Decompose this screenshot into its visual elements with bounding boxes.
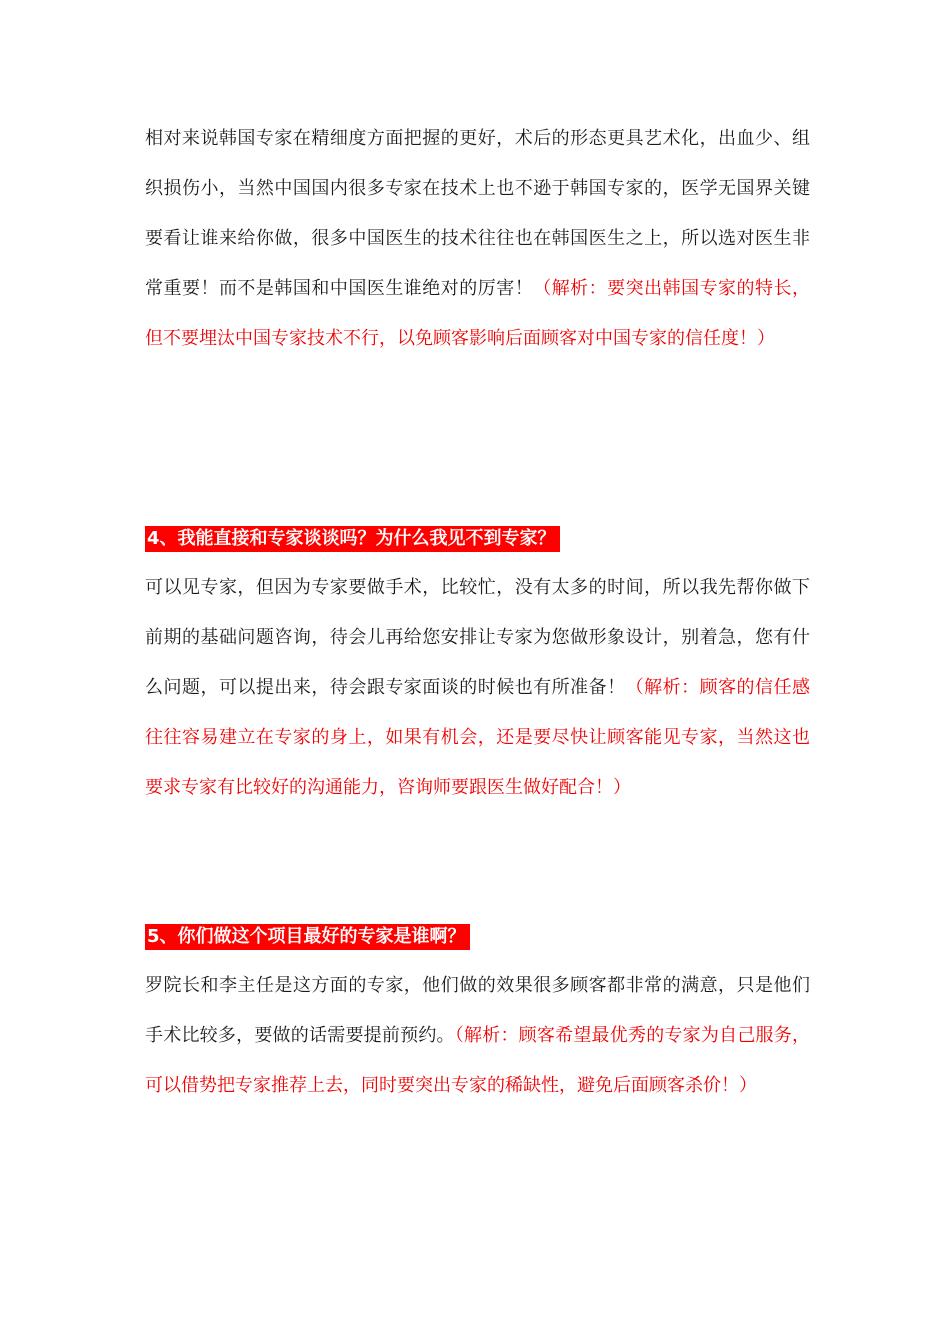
question-5-analysis-text: （解析：顾客希望最优秀的专家为自己服务，可以借势把专家推荐上去，同时要突出专家的稀缺性，避免后面顾客杀价！）: [145, 1025, 811, 1096]
question-5-heading: 5、你们做这个项目最好的专家是谁啊？: [145, 924, 470, 950]
question-4-heading: 4、我能直接和专家谈谈吗？为什么我见不到专家？: [145, 526, 560, 552]
question-5-answer-text: 罗院长和李主任是这方面的专家，他们做的效果很多顾客都非常的满意，只是他们手术比较多，要做的话需要提前预约。: [145, 975, 810, 1046]
intro-analysis-text: （解析：要突出韩国专家的特长，但不要埋汰中国专家技术不行，以免顾客影响后面顾客对中国专家的信任度！）: [145, 278, 811, 349]
question-4-analysis-text: （解析：顾客的信任感往往容易建立在专家的身上，如果有机会，还是要尽快让顾客能见专家，当然这也要求专家有比较好的沟通能力，咨询师要跟医生做好配合！）: [145, 677, 811, 798]
intro-body-text: 相对来说韩国专家在精细度方面把握的更好，术后的形态更具艺术化，出血少、组织损伤小，当然中国国内很多专家在技术上也不逊于韩国专家的，医学无国界关键要看让谁来给你做，很多中国医生的技术往往也在韩国医生之上，所以选对医生非常重要！而不是韩国和中国医生谁绝对的厉害！: [145, 128, 810, 299]
intro-paragraph: [145, 114, 810, 364]
question-4-answer-text: 可以见专家，但因为专家要做手术，比较忙，没有太多的时间，所以我先帮你做下前期的基础问题咨询，待会儿再给您安排让专家为您做形象设计，别着急，您有什么问题，可以提出来，待会跟专家面谈的时候也有所准备！: [145, 577, 810, 698]
question-5-answer-paragraph: [145, 961, 810, 1111]
question-4-answer-paragraph: [145, 563, 810, 813]
